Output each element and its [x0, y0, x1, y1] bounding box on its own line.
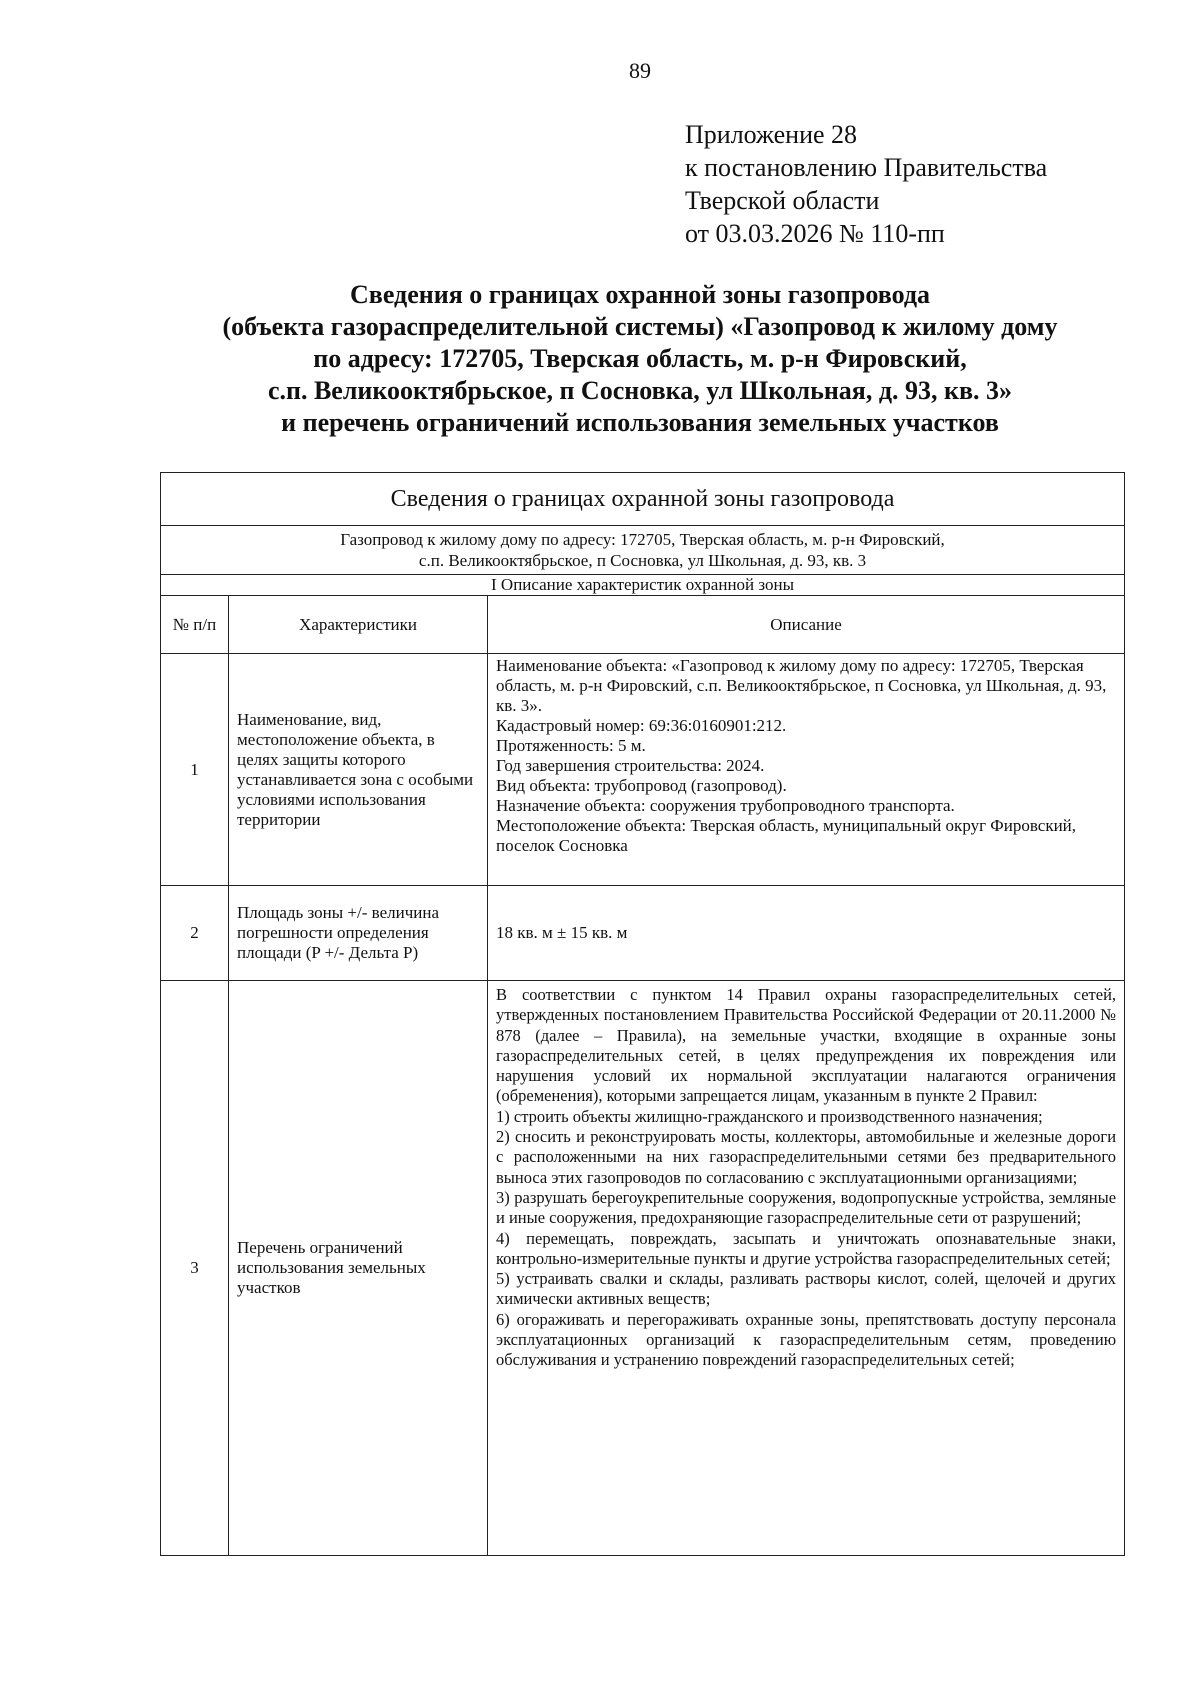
desc-line: Вид объекта: трубопровод (газопровод). — [496, 776, 787, 795]
restriction-item: 3) разрушать берегоукрепительные сооружения, водопропускные устройства, земляные и иные сооружения, предохраняющие газораспределительные сети от разрушений; — [496, 1187, 1117, 1228]
row-characteristic: Площадь зоны +/- величина погрешности определения площади (P +/- Дельта P) — [229, 886, 488, 981]
desc-line: Год завершения строительства: 2024. — [496, 756, 765, 775]
restriction-item: 4) перемещать, повреждать, засыпать и уничтожать опознавательные знаки, контрольно-измерительные пункты и другие устройства газораспределительных сетей; — [496, 1228, 1117, 1268]
row-description — [488, 981, 1125, 1556]
row-number: 2 — [161, 886, 229, 981]
column-header-row — [161, 596, 1125, 654]
restriction-item: 1) строить объекты жилищно-гражданского и производственного назначения; — [496, 1106, 1043, 1126]
title-line: Сведения о границах охранной зоны газопровода — [350, 280, 930, 309]
row-number: 3 — [161, 981, 229, 1556]
object-name-header — [161, 526, 1125, 575]
page-number: 89 — [629, 58, 651, 83]
desc-line: Кадастровый номер: 69:36:0160901:212. — [496, 716, 787, 735]
row-number: 1 — [161, 654, 229, 886]
desc-line: Протяженность: 5 м. — [496, 736, 646, 755]
col-header-number: № п/п — [161, 596, 229, 654]
document-title — [180, 279, 1100, 439]
section-title: I Описание характеристик охранной зоны — [161, 575, 1125, 596]
row-description: 18 кв. м ± 15 кв. м — [488, 886, 1125, 981]
appendix-line: Тверской области — [685, 186, 880, 215]
desc-line: Местоположение объекта: Тверская область, муниципальный округ Фировский, поселок Сосновка — [496, 816, 1077, 855]
appendix-block — [685, 118, 1047, 250]
title-line: (объекта газораспределительной системы) «Газопровод к жилому дому — [222, 312, 1058, 341]
restriction-paragraph: В соответствии с пунктом 14 Правил охраны газораспределительных сетей, утвержденных постановлением Правительства Российской Федерации от 20.11.2000 № 878 (далее – Правила), на земельные участки, входящие в охранные зоны газораспределительных сетей, в целях предупреждения их повреждения или нарушения условий их нормальной эксплуатации налагаются ограничения (обременения), которыми запрещается лицам, указанным в пункте 2 Правил: — [496, 985, 1117, 1106]
title-line: по адресу: 172705, Тверская область, м. р-н Фировский, — [313, 344, 967, 373]
col-header-description: Описание — [488, 596, 1125, 654]
restriction-item: 2) сносить и реконструировать мосты, коллекторы, автомобильные и железные дороги с расположенными на них газораспределительными сетями без предварительного выноса этих газопроводов по согласованию с эксплуатационными организациями; — [496, 1127, 1117, 1187]
table-row — [161, 886, 1125, 981]
restriction-item: 5) устраивать свалки и склады, разливать растворы кислот, солей, щелочей и других химически активных веществ; — [496, 1269, 1117, 1309]
table-row — [161, 981, 1125, 1556]
object-line: с.п. Великооктябрьское, п Сосновка, ул Школьная, д. 93, кв. 3 — [418, 551, 867, 570]
table-row — [161, 654, 1125, 886]
row-characteristic: Перечень ограничений использования земельных участков — [229, 981, 488, 1556]
col-header-characteristic: Характеристики — [229, 596, 488, 654]
desc-line: Назначение объекта: сооружения трубопроводного транспорта. — [496, 796, 955, 815]
appendix-line: Приложение 28 — [685, 120, 858, 149]
desc-line: Наименование объекта: «Газопровод к жилому дому по адресу: 172705, Тверская область, м. р-н Фировский, с.п. Великооктябрьское, п Сосновка, ул Школьная, д. 93, кв. 3». — [496, 656, 1107, 715]
table-main-header: Сведения о границах охранной зоны газопровода — [161, 473, 1125, 526]
restriction-item: 6) огораживать и перегораживать охранные зоны, препятствовать доступу персонала эксплуатационных организаций к газораспределительным сетям, проведению обслуживания и устранению повреждений газораспределительных сетей; — [496, 1309, 1117, 1370]
row-characteristic: Наименование, вид, местоположение объекта, в целях защиты которого устанавливается зона с особыми условиями использования территории — [229, 654, 488, 886]
title-line: с.п. Великооктябрьское, п Сосновка, ул Школьная, д. 93, кв. 3» — [267, 376, 1013, 405]
zone-table — [160, 472, 1125, 1556]
appendix-line: к постановлению Правительства — [685, 153, 1048, 182]
title-line: и перечень ограничений использования земельных участков — [281, 408, 999, 437]
appendix-line: от 03.03.2026 № 110-пп — [685, 219, 945, 248]
object-line: Газопровод к жилому дому по адресу: 172705, Тверская область, м. р-н Фировский, — [340, 530, 945, 549]
row-description — [488, 654, 1125, 886]
